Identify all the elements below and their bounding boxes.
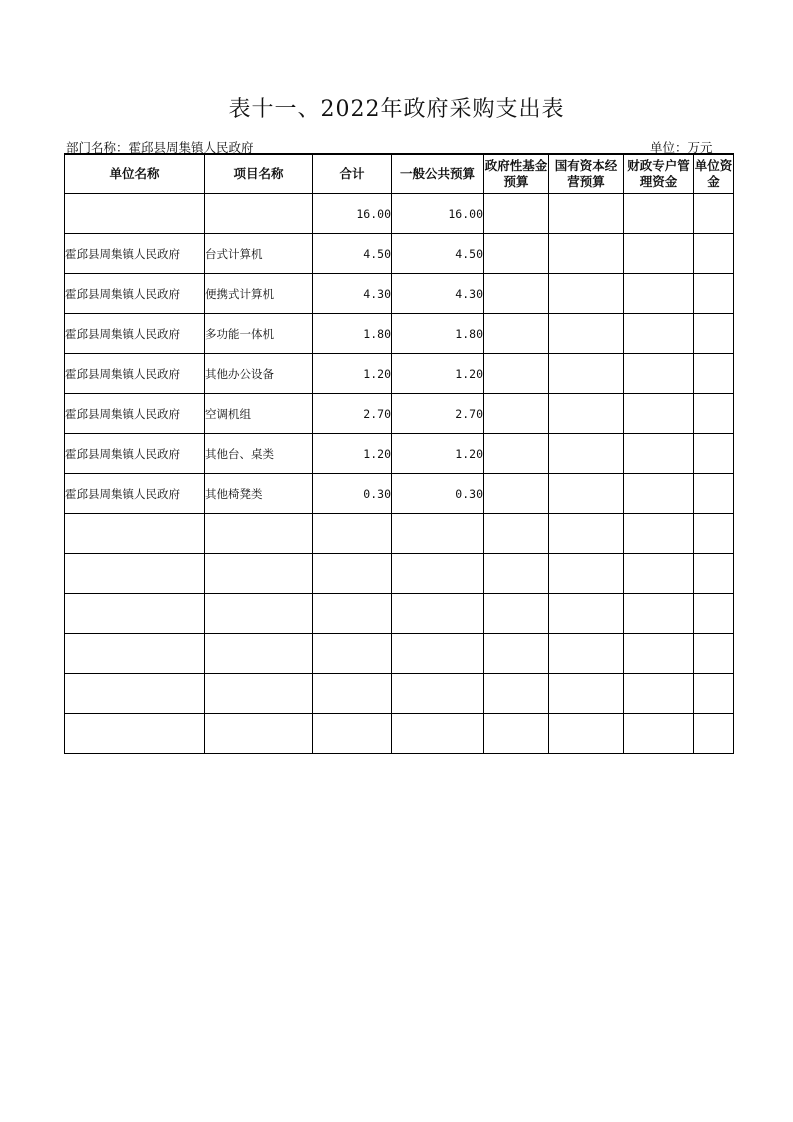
empty-cell — [694, 194, 734, 234]
row-total: 1.20 — [313, 354, 392, 394]
table-row — [65, 474, 734, 514]
empty-cell — [694, 434, 734, 474]
row-general-budget: 4.30 — [392, 274, 484, 314]
empty-cell — [549, 434, 624, 474]
table-row — [65, 394, 734, 434]
col-header-general-budget: 一般公共预算 — [392, 154, 484, 194]
page-title: 表十一、2022年政府采购支出表 — [228, 97, 565, 122]
empty-cell — [624, 234, 694, 274]
row-item-name: 便携式计算机 — [205, 274, 313, 314]
col-header-unit-funds: 单位资金 — [694, 154, 734, 194]
empty-cell — [484, 194, 549, 234]
empty-cell — [549, 474, 624, 514]
table-row — [65, 354, 734, 394]
empty-cell — [694, 354, 734, 394]
empty-cell — [549, 394, 624, 434]
empty-row — [65, 714, 734, 754]
row-total: 0.30 — [313, 474, 392, 514]
empty-cell — [624, 394, 694, 434]
empty-row — [65, 634, 734, 674]
row-general-budget: 2.70 — [392, 394, 484, 434]
total-item-name — [205, 194, 313, 234]
empty-cell — [549, 274, 624, 314]
empty-cell — [549, 314, 624, 354]
row-unit-name: 霍邱县周集镇人民政府 — [65, 434, 205, 474]
row-item-name: 其他办公设备 — [205, 354, 313, 394]
empty-cell — [694, 394, 734, 434]
table-row — [65, 434, 734, 474]
total-general-budget: 16.00 — [392, 194, 484, 234]
empty-cell — [694, 474, 734, 514]
empty-cell — [484, 354, 549, 394]
row-item-name: 其他椅凳类 — [205, 474, 313, 514]
empty-cell — [624, 474, 694, 514]
empty-cell — [484, 434, 549, 474]
empty-row — [65, 594, 734, 634]
empty-cell — [549, 354, 624, 394]
empty-cell — [624, 314, 694, 354]
row-total: 2.70 — [313, 394, 392, 434]
row-general-budget: 0.30 — [392, 474, 484, 514]
row-total: 4.30 — [313, 274, 392, 314]
header-row — [65, 154, 734, 194]
row-unit-name: 霍邱县周集镇人民政府 — [65, 234, 205, 274]
empty-cell — [484, 394, 549, 434]
col-header-gov-fund-budget: 政府性基金预算 — [484, 154, 549, 194]
procurement-table — [64, 153, 734, 754]
row-general-budget: 1.20 — [392, 434, 484, 474]
row-unit-name: 霍邱县周集镇人民政府 — [65, 274, 205, 314]
empty-cell — [694, 314, 734, 354]
table-row — [65, 234, 734, 274]
empty-cell — [624, 434, 694, 474]
total-row — [65, 194, 734, 234]
empty-cell — [549, 194, 624, 234]
empty-row — [65, 514, 734, 554]
empty-cell — [549, 234, 624, 274]
table-row — [65, 314, 734, 354]
row-general-budget: 1.80 — [392, 314, 484, 354]
empty-cell — [694, 274, 734, 314]
row-unit-name: 霍邱县周集镇人民政府 — [65, 474, 205, 514]
row-item-name: 台式计算机 — [205, 234, 313, 274]
col-header-unit-name: 单位名称 — [65, 154, 205, 194]
empty-cell — [484, 474, 549, 514]
col-header-total: 合计 — [313, 154, 392, 194]
row-item-name: 其他台、桌类 — [205, 434, 313, 474]
empty-row — [65, 674, 734, 714]
table-row — [65, 274, 734, 314]
department-label: 部门名称：霍邱县周集镇人民政府 — [66, 140, 254, 155]
empty-cell — [624, 354, 694, 394]
col-header-item-name: 项目名称 — [205, 154, 313, 194]
row-total: 1.20 — [313, 434, 392, 474]
row-unit-name: 霍邱县周集镇人民政府 — [65, 394, 205, 434]
total-unit-name — [65, 194, 205, 234]
row-general-budget: 4.50 — [392, 234, 484, 274]
col-header-state-capital-budget: 国有资本经营预算 — [549, 154, 624, 194]
empty-cell — [624, 274, 694, 314]
row-item-name: 多功能一体机 — [205, 314, 313, 354]
row-item-name: 空调机组 — [205, 394, 313, 434]
row-general-budget: 1.20 — [392, 354, 484, 394]
empty-cell — [484, 234, 549, 274]
empty-cell — [694, 234, 734, 274]
row-unit-name: 霍邱县周集镇人民政府 — [65, 354, 205, 394]
row-total: 1.80 — [313, 314, 392, 354]
col-header-special-account-funds: 财政专户管理资金 — [624, 154, 694, 194]
empty-cell — [484, 274, 549, 314]
unit-label: 单位：万元 — [650, 140, 713, 155]
row-total: 4.50 — [313, 234, 392, 274]
row-unit-name: 霍邱县周集镇人民政府 — [65, 314, 205, 354]
empty-cell — [484, 314, 549, 354]
empty-cell — [624, 194, 694, 234]
total-sum: 16.00 — [313, 194, 392, 234]
empty-row — [65, 554, 734, 594]
